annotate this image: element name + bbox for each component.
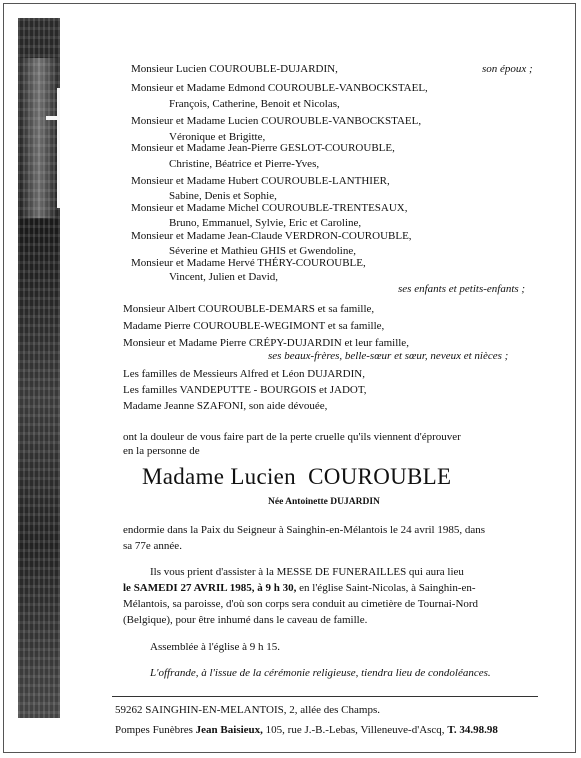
- line-aide: Madame Jeanne SZAFONI, son aide dévouée,: [123, 400, 328, 412]
- cross-icon: [46, 88, 60, 208]
- line-relative: Madame Pierre COUROUBLE-WEGIMONT et sa famille,: [123, 320, 385, 332]
- body-text: endormie dans la Paix du Seigneur à Sainghin-en-Mélantois le 24 avril 1985, dans: [123, 524, 486, 536]
- line-family-group: Les familles VANDEPUTTE - BOURGOIS et JADOT,: [123, 384, 367, 396]
- line-family: Monsieur et Madame Lucien COUROUBLE-VANBOCKSTAEL,: [131, 115, 422, 127]
- line-children: Bruno, Emmanuel, Sylvie, Eric et Caroline,: [169, 217, 362, 229]
- funeral-home-address: 105, rue J.-B.-Lebas, Villeneuve-d'Ascq,: [265, 724, 445, 736]
- line-family: Monsieur et Madame Hervé THÉRY-COUROUBLE,: [131, 257, 366, 269]
- funeral-date-line: [123, 582, 476, 595]
- line-family-group: Les familles de Messieurs Alfred et Léon DUJARDIN,: [123, 368, 365, 380]
- line-family: Monsieur et Madame Jean-Pierre GESLOT-COUROUBLE,: [131, 142, 395, 154]
- body-text: Ils vous prient d'assister à la MESSE DE FUNERAILLES qui aura lieu: [150, 566, 464, 578]
- assembly-time: Assemblée à l'église à 9 h 15.: [150, 641, 280, 653]
- deceased-last-name: COUROUBLE: [308, 464, 452, 489]
- line-children: Christine, Béatrice et Pierre-Yves,: [169, 158, 320, 170]
- line-husband: Monsieur Lucien COUROUBLE-DUJARDIN,: [131, 63, 338, 75]
- divider: [112, 696, 538, 697]
- offering-note: L'offrande, à l'issue de la cérémonie religieuse, tiendra lieu de condoléances.: [150, 667, 491, 679]
- line-children: François, Catherine, Benoit et Nicolas,: [169, 98, 340, 110]
- line-husband-role: son époux ;: [482, 63, 533, 75]
- line-children: Vincent, Julien et David,: [169, 271, 279, 283]
- funeral-home-name: Jean Baisieux,: [195, 724, 263, 736]
- line-children: Séverine et Mathieu GHIS et Gwendoline,: [169, 245, 356, 257]
- line-family: Monsieur et Madame Hubert COUROUBLE-LANTHIER,: [131, 175, 390, 187]
- deceased-name: [142, 464, 451, 490]
- deceased-first-name: Madame Lucien: [142, 464, 296, 489]
- funeral-home-phone: T. 34.98.98: [447, 724, 498, 736]
- body-text: (Belgique), pour être inhumé dans le caveau de famille.: [123, 614, 368, 626]
- announcement-text: ont la douleur de vous faire part de la perte cruelle qu'ils viennent d'éprouver: [123, 431, 461, 443]
- body-text: Mélantois, sa paroisse, d'où son corps sera conduit au cimetière de Tournai-Nord: [123, 598, 479, 610]
- line-family: Monsieur et Madame Edmond COUROUBLE-VANBOCKSTAEL,: [131, 82, 428, 94]
- line-role-relatives: ses beaux-frères, belle-sœur et sœur, neveux et nièces ;: [268, 350, 509, 362]
- line-children: Véronique et Brigitte,: [169, 131, 266, 143]
- announcement-text: en la personne de: [123, 445, 200, 457]
- line-role-children: ses enfants et petits-enfants ;: [398, 283, 526, 295]
- line-relative: Monsieur Albert COUROUBLE-DEMARS et sa famille,: [123, 303, 375, 315]
- line-family: Monsieur et Madame Michel COUROUBLE-TRENTESAUX,: [131, 202, 408, 214]
- home-address: 59262 SAINGHIN-EN-MELANTOIS, 2, allée des Champs.: [115, 704, 380, 716]
- line-relative: Monsieur et Madame Pierre CRÉPY-DUJARDIN et leur famille,: [123, 337, 409, 349]
- funeral-date: le SAMEDI 27 AVRIL 1985, à 9 h 30,: [123, 582, 297, 594]
- funeral-home: [115, 724, 498, 737]
- funeral-home-prefix: Pompes Funèbres: [115, 724, 193, 736]
- funeral-place: en l'église Saint-Nicolas, à Sainghin-en-: [299, 582, 476, 594]
- line-children: Sabine, Denis et Sophie,: [169, 190, 277, 202]
- decorative-strip: [18, 18, 60, 718]
- body-text: sa 77e année.: [123, 540, 182, 552]
- maiden-name: Née Antoinette DUJARDIN: [268, 497, 380, 507]
- line-family: Monsieur et Madame Jean-Claude VERDRON-COUROUBLE,: [131, 230, 412, 242]
